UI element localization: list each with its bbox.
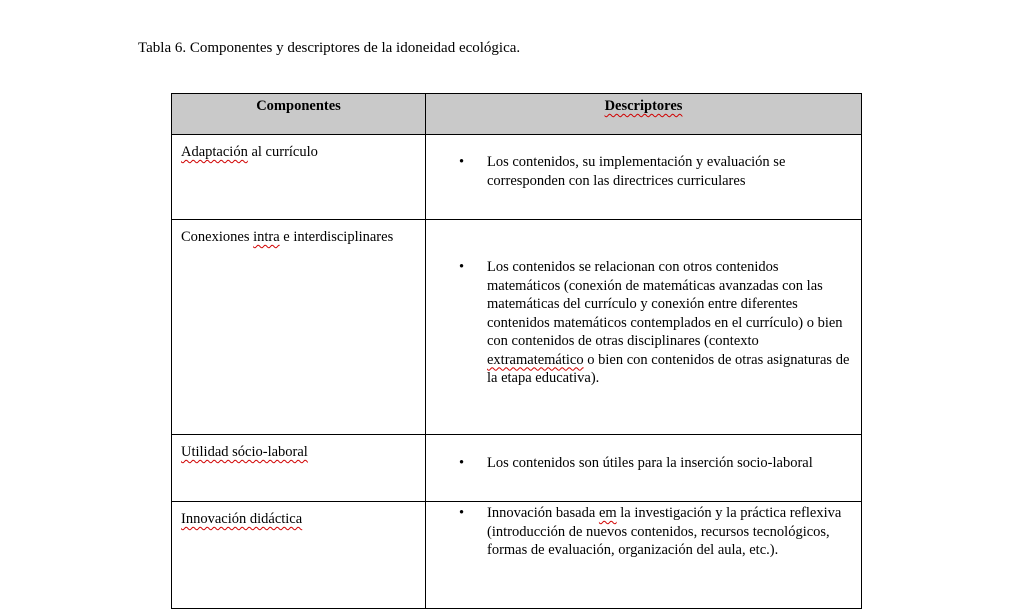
ecological-suitability-table (171, 93, 862, 609)
header-componentes: Componentes (172, 94, 426, 135)
component-cell: Adaptación al currículo (172, 135, 426, 220)
component-cell: Utilidad sócio-laboral (172, 435, 426, 502)
table-row (172, 502, 862, 609)
table-caption: Tabla 6. Componentes y descriptores de la idoneidad ecológica. (138, 40, 521, 56)
descriptor-bullet: • Los contenidos, su implementación y evaluación se corresponden con las directrices curriculares (426, 153, 861, 190)
descriptor-bullet: • Innovación basada em la investigación y la práctica reflexiva (introducción de nuevos contenidos, recursos tecnológicos, formas de evaluación, organización del aula, etc.). (426, 504, 861, 560)
table-row (172, 220, 862, 435)
descriptor-cell (426, 220, 862, 435)
component-cell: Innovación didáctica (172, 502, 426, 609)
descriptor-cell (426, 502, 862, 609)
descriptor-cell (426, 435, 862, 502)
table-row (172, 135, 862, 220)
component-cell: Conexiones intra e interdisciplinares (172, 220, 426, 435)
descriptor-cell (426, 135, 862, 220)
table-row (172, 435, 862, 502)
descriptor-bullet: • Los contenidos son útiles para la inserción socio-laboral (426, 454, 861, 473)
descriptor-bullet: • Los contenidos se relacionan con otros contenidos matemáticos (conexión de matemáticas avanzadas con las matemáticas del currículo y conexión entre diferentes contenidos matemáticos contemplados en el currículo) o bien con contenidos de otras disciplinares (contexto extramatemático o bien con contenidos de otras asignaturas de la etapa educativa). (426, 258, 861, 388)
header-descriptores: Descriptores (426, 94, 862, 135)
table-header-row (172, 94, 862, 135)
